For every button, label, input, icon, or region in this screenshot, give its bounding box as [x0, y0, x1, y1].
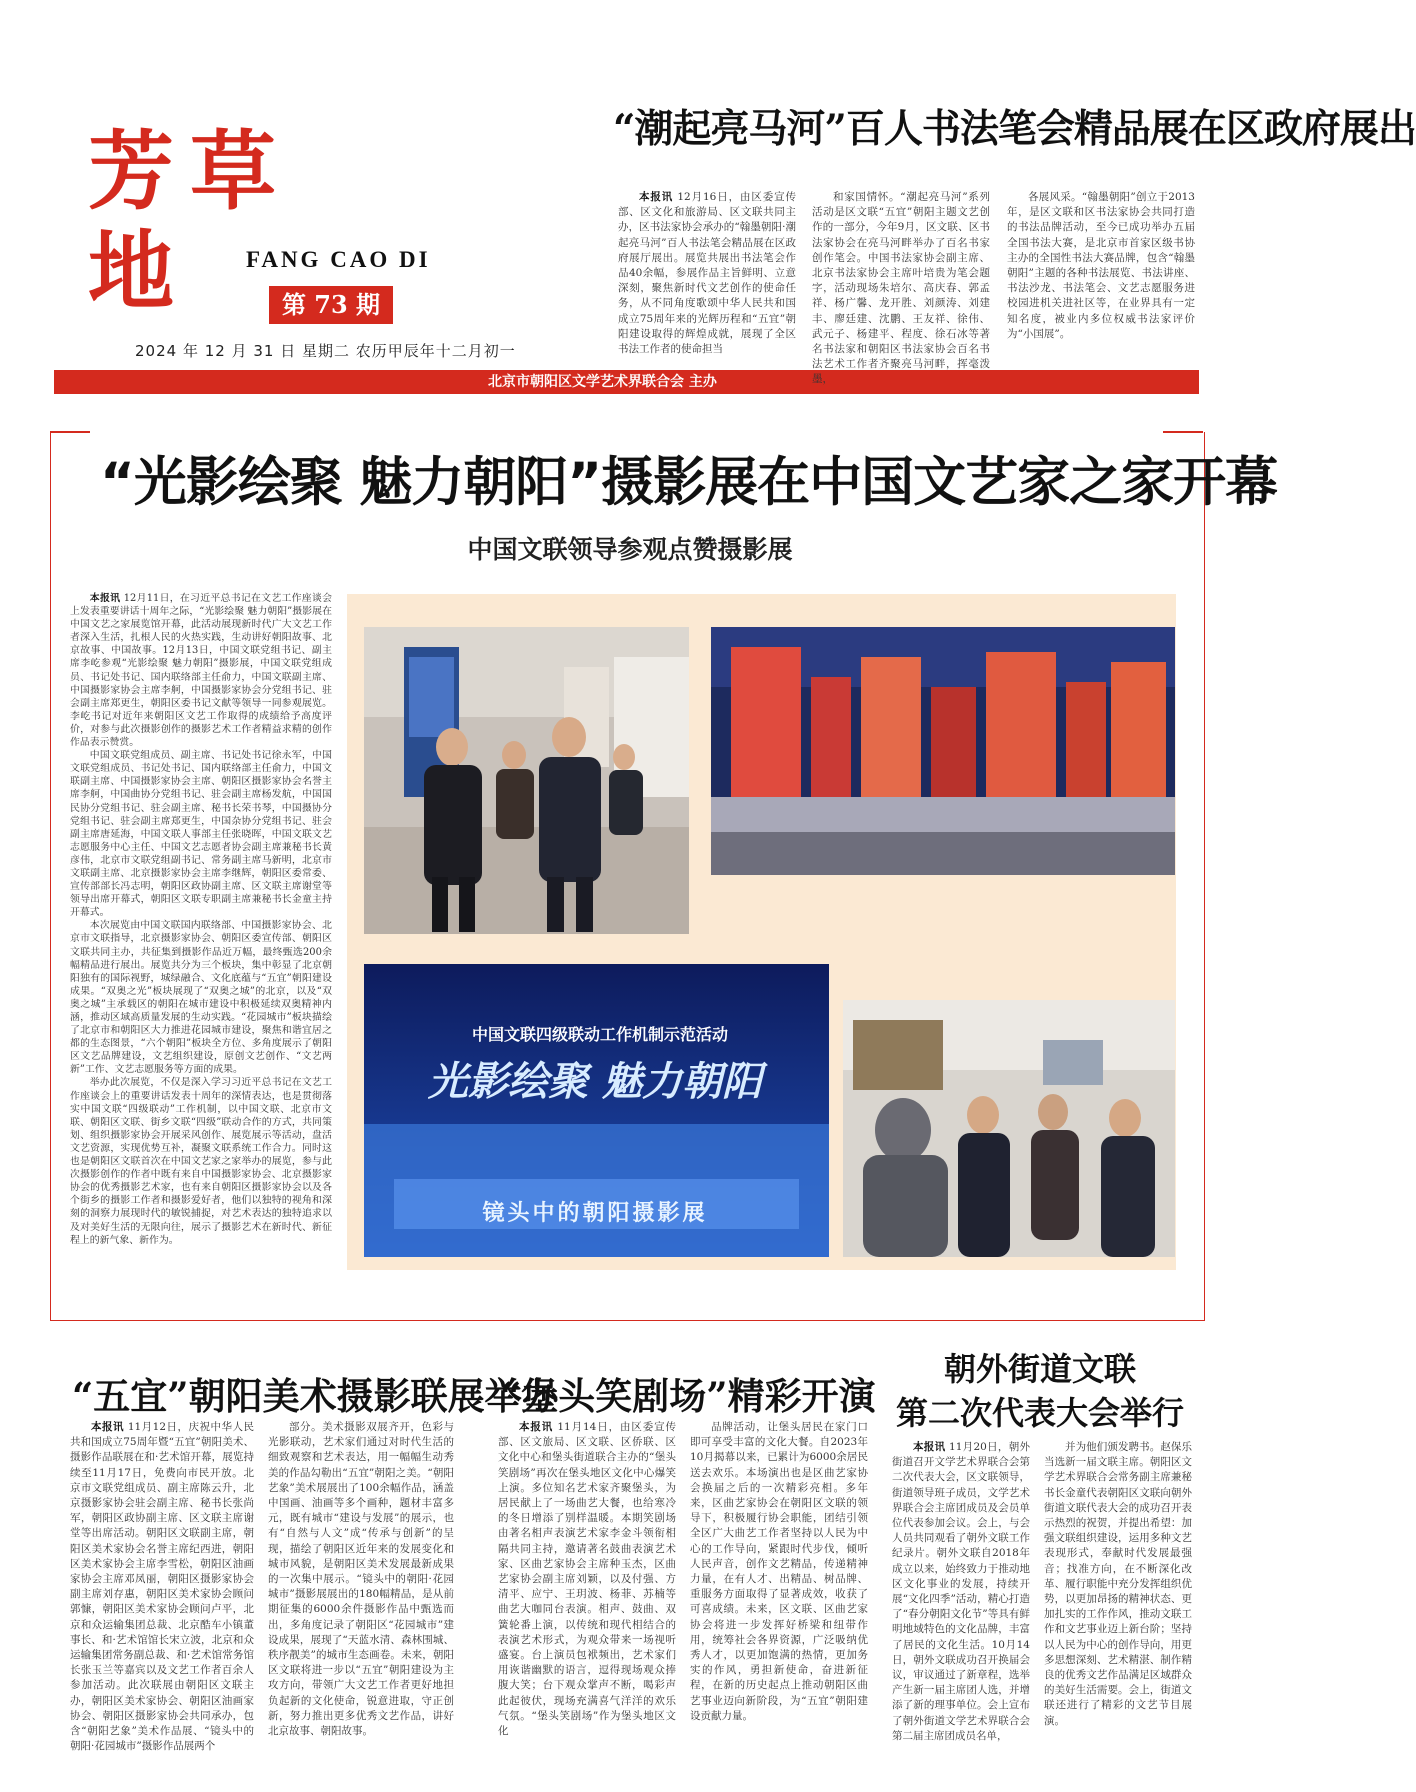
body-text: 部分。美术摄影双展齐开，色彩与光影联动，艺术家们通过对时代生活的细致观察和艺术表达，用一幅幅生动秀美的作品勾勒出“五宜”朝阳之美。“朝阳艺象”美术展展出了100余幅作品，涵盖中国画、油画等多个画种，题材丰富多元，既有城市“建设与发展”的展示，也有“自然与人文”成“传承与创新”的呈现，描绘了朝阳区近年来的发展变化和城市风貌，是朝阳区美术发展最新成果的一次集中展示。“镜头中的朝阳·花园城市”摄影展展出的180幅精品，是从前期征集的6000余件摄影作品中甄选而出，多角度记录了朝阳区“花园城市”建设成果，展现了“天蓝水清、森林围城、秩序靓美”的城市生态画卷。未来，朝阳区文联将进一步以“五宜”朝阳建设为主攻方向，带领广大文艺工作者更好地担负起新的文化使命，锐意进取，守正创新，努力推出更多优秀文艺作品，讲好北京故事、朝阳故事。: [268, 1421, 454, 1738]
body-text: 并为他们颁发聘书。赵保乐当选新一届文联主席。朝阳区文学艺术界联合会常务副主席兼秘书长金童代表朝阳区文联向朝外街道文联代表大会的成功召开表示热烈的祝贺，并提出希望：加强文联组织建设，运用多种文艺表现形式，奉献时代发展最强音；找准方向，在不断深化改革、履行职能中充分发挥组织优势，以更加昂扬的精神状态、更加扎实的工作作风，推动文联工作和文艺事业迈上新台阶；坚持以人民为中心的创作导向，用更多思想深刻、艺术精湛、制作精良的优秀文艺作品满足区域群众的美好生活需要。会上，街道文联还进行了精彩的文艺节目展演。: [1044, 1441, 1192, 1727]
bottom-left-col2: [268, 1420, 454, 1775]
masthead-logo: 芳草地: [88, 121, 292, 322]
bottom-right-headline-2: 第二次代表大会举行: [895, 1394, 1184, 1432]
stage-banner-main: 光影绘聚 魅力朝阳: [428, 1059, 762, 1105]
top-article-headline: “潮起亮马河”百人书法笔会精品展在区政府展出: [613, 106, 1416, 152]
lead-tag: 本报讯: [89, 593, 121, 604]
body-text: 12月16日，由区委宣传部、区文化和旅游局、区文联共同主办，区书法家协会承办的“翰墨朝阳·潮起亮马河”百人书法笔会精品展在区政府展厅展出。展览共展出书法笔会作品40余幅，参展作品主旨鲜明、立意深刻，聚焦新时代文艺创作的使命任务，从不同角度歌颂中华人民共和国成立75周年来的光辉历程和“五宜”朝阳建设取得的辉煌成就，展现了全区书法工作者的使命担当: [618, 191, 796, 356]
bottom-left-headline: “五宜”朝阳美术摄影联展举办: [72, 1374, 559, 1418]
bottom-middle-headline: “堡头笑剧场”精彩开演: [500, 1374, 876, 1418]
top-article-col1: [618, 190, 796, 356]
photo-group-skyline: [711, 627, 1175, 875]
lead-tag: 本报讯: [913, 1441, 946, 1453]
main-article-body: [70, 592, 332, 1304]
body-text: 举办此次展览，不仅是深入学习习近平总书记在文艺工作座谈会上的重要讲话发表十周年的深情表达，也是贯彻落实中国文联“四级联动”工作机制，以中国文联、北京市文联、朝阳区文联、街乡文联“四级”联动合作的方式，共同策划、组织摄影家协会开展采风创作、展览展示等活动，盘活文艺资源，实现优势互补，凝聚文联系统工作合力。同时这也是朝阳区文联首次在中国文艺家之家举办的展览，参与此次摄影创作的作者中既有来自中国摄影家协会、北京摄影家协会的优秀摄影艺术家，也有来自朝阳区摄影家协会以及各个街乡的摄影工作者和摄影爱好者，他们以独特的视角和深刻的洞察力展现时代的敏锐捕捉，对艺术表达的独特追求以及对美好生活的无限向往，展示了摄影艺术在新时代、新征程上的新气象、新作为。: [70, 1077, 332, 1246]
frame-corner: [50, 431, 90, 433]
bottom-middle-col1: [498, 1420, 676, 1775]
body-text: 和家国情怀。“潮起亮马河”系列活动是区文联“五宜”朝阳主题文艺创作的一部分，今年9月，区文联、区书法家协会在亮马河畔举办了百名书家创作笔会。中国书法家协会副主席、北京书法家协会主席叶培贵为笔会题字，活动现场朱培尔、高庆春、郭孟祥、杨广馨、龙开胜、刘颜涛、刘建丰、廖廷建、沈鹏、王友祥、徐伟、武元子、杨建平、程度、徐石冰等著名书法家和朝阳区书法家协会百名书法艺术工作者齐聚亮马河畔，挥毫泼墨，: [812, 191, 990, 386]
masthead-pinyin: FANG CAO DI: [246, 247, 431, 272]
stage-banner-subtitle: 镜头中的朝阳摄影展: [482, 1201, 708, 1226]
bottom-left-col1: [70, 1420, 254, 1775]
body-text: 12月11日，在习近平总书记在文艺工作座谈会上发表重要讲话十周年之际，“光影绘聚 魅力朝阳”摄影展在中国文艺之家展览馆开幕，此活动展现新时代广大文艺工作者深入生活，扎根人民的火热实践，生动讲好朝阳故事、北京故事、中国故事。12月13日，中国文联党组书记、副主席李屹参观“光影绘聚 魅力朝阳”摄影展，中国文联党组成员、书记处书记、国内联络部主任俞力，中国文联副主席、中国摄影家协会主席李舸，中国摄影家协会分党组书记、驻会副主席郑更生，朝阳区委书记文献等领导一同参观展览。李屹书记对近年来朝阳区文艺工作取得的成绩给予高度评价，对参与此次摄影创作的摄影艺术工作者精益求精的创作作品表示赞赏。: [70, 593, 332, 749]
frame-corner: [1163, 431, 1203, 433]
photo-leaders-walking: [364, 627, 689, 934]
body-text: 11月14日，由区委宣传部、区文旅局、区文联、区侨联、区文化中心和堡头街道联合主办的“堡头笑剧场”再次在堡头地区文化中心爆笑上演。多位知名艺术家齐聚堡头，为居民献上了一场曲艺大餐，也给寒冷的冬日增添了别样温暖。本期笑剧场由著名相声表演艺术家李金斗领衔相隔共同主持，邀请著名鼓曲表演艺术家、区曲艺家协会主席种玉杰，区曲艺家协会副主席刘颖，以及付强、方清平、应宁、王玥波、杨菲、苏楠等曲艺大咖同台表演。相声、鼓曲、双簧轮番上演，以传统和现代相结合的表演艺术形式，为观众带来一场视听盛宴。台上演员包袱频出，艺术家们用诙谐幽默的语言，逗得现场观众捧腹大笑；台下观众掌声不断，喝彩声此起彼伏，现场充满喜气洋洋的欢乐气氛。“堡头笑剧场”作为堡头地区文化: [498, 1421, 676, 1738]
dateline: 2024 年 12 月 31 日 星期二 农历甲辰年十二月初一: [135, 342, 516, 360]
lead-tag: 本报讯: [639, 191, 674, 203]
organizer-bar: [54, 370, 1199, 394]
body-text: 中国文联党组成员、副主席、书记处书记徐永军，中国文联党组成员、书记处书记、国内联络部主任俞力，中国文联副主席、中国摄影家协会主席、朝阳区摄影家协会名誉主席李舸，中国曲协分党组书记、驻会副主席杨发航，中国国民协分党组书记、驻会副主席、秘书长荣书琴，中国摄协分党组书记、驻会副主席郑更生，中国杂协分党组书记、驻会副主席唐延海，中国文联人事部主任张晓晖，中国文联文艺志愿服务中心主任、中国文艺志愿者协会副主席兼秘书长黄彦伟，北京市文联党组副书记、常务副主席马新明，北京市文联副主席、北京摄影家协会主席李继辉，朝阳区委常委、宣传部部长冯志明，朝阳区政协副主席、区文联主席谢堂等领导出席开幕式，朝阳区文联专职副主席兼秘书长金童主持开幕式。: [70, 750, 332, 919]
body-text: 品牌活动，让堡头居民在家门口即可享受丰富的文化大餐。自2023年10月揭幕以来，已累计为6000余居民送去欢乐。本场演出也是区曲艺家协会换届之后的一次精彩亮相。多年来，区曲艺家协会在朝阳区文联的领导下，积极履行协会职能，团结引领全区广大曲艺工作者坚持以人民为中心的工作导向，紧跟时代步伐，倾听人民声音，创作文艺精品，传递精神力量，在有人才、出精品、树品牌、重服务方面取得了显著成效，收获了可喜成绩。未来，区文联、区曲艺家协会将进一步发挥好桥梁和纽带作用，统筹社会各界资源，广泛吸纳优秀人才，以更加饱满的热情，更加务实的作风，勇担新使命，奋进新征程，在新的历史起点上推动朝阳区曲艺事业迈向新阶段，为“五宜”朝阳建设贡献力量。: [690, 1421, 868, 1722]
bottom-right-col2: [1044, 1440, 1192, 1775]
bottom-right-headline-1: 朝外街道文联: [943, 1350, 1136, 1388]
bottom-right-col1: [892, 1440, 1030, 1775]
lead-tag: 本报讯: [91, 1421, 124, 1433]
bottom-middle-col2: [690, 1420, 868, 1775]
top-article-col3: [1007, 190, 1195, 340]
main-subheadline: 中国文联领导参观点赞摄影展: [467, 535, 793, 564]
photo-visitors-exhibit: [843, 1000, 1175, 1257]
top-article-col2: [812, 190, 990, 386]
issue-number-badge: 第 73 期: [269, 286, 393, 324]
body-text: 本次展览由中国文联国内联络部、中国摄影家协会、北京市文联指导，北京摄影家协会、朝阳区委宣传部、朝阳区文联共同主办，共征集到摄影作品近万幅，最终甄选200余幅精品进行展出。展览共分为三个板块，集中彰显了北京朝阳独有的国际视野，城绿融合、文化底蕴与“五宜”朝阳建设成果。“双奥之光”板块展现了“双奥之城”的北京，以及“双奥之城”主承载区的朝阳在城市建设中积极延续双奥精神内涵，推动区域高质量发展的生动实践。“花园城市”板块描绘了北京市和朝阳区大力推进花园城市建设，聚焦和谐宜居之都的生态图景，“六个朝阳”板块全方位、多角度展示了朝阳区文艺品牌建设，文艺组织建设，原创文艺创作、“文艺两新”工作、文艺志愿服务等方面的成果。: [70, 920, 332, 1076]
body-text: 11月12日，庆祝中华人民共和国成立75周年暨“五宜”朝阳美术、摄影作品联展在和·艺术馆开幕，展览持续至11月17日，免费向市民开放。北京市文联党组成员、副主席陈云升，北京摄影家协会驻会副主席、秘书长张尚军，朝阳区政协副主席、区文联主席谢堂等出席活动。朝阳区文联副主席，朝阳区美术家协会名誉主席纪西进，朝阳区美术家协会主席李雪松，朝阳区油画家协会主席邓凤丽，朝阳区摄影家协会副主席刘存惠，朝阳区美术家协会顾问郭慷，朝阳区美术家协会顾问卢平，北京和众运输集团总裁、北京酷车小镇董事长、和·艺术馆馆长宋立波，北京和众运输集团常务副总裁、和·艺术馆常务馆长张玉兰等嘉宾以及文艺工作者百余人参加活动。此次联展由朝阳区文联主办，朝阳区美术家协会、朝阳区油画家协会、朝阳区摄影家协会共同承办，包含“朝阳艺象”美术作品展、“镜头中的朝阳·花园城市”摄影作品展两个: [70, 1421, 254, 1753]
lead-tag: 本报讯: [519, 1421, 554, 1433]
body-text: 各展风采。“翰墨朝阳”创立于2013年，是区文联和区书法家协会共同打造的书法品牌活动，至今已成功举办五届全国书法大赛，是北京市首家区级书协主办的全国性书法大赛品牌，包含“翰墨朝阳”主题的各种书法展览、书法讲座、书法沙龙、书法笔会、文艺志愿服务进校园进机关进社区等，在业界具有一定知名度，被业内多位权威书法家评价为“小国展”。: [1007, 191, 1195, 340]
stage-banner-title: 中国文联四级联动工作机制示范活动: [471, 1025, 728, 1044]
organizer-text: 北京市朝阳区文学艺术界联合会 主办: [488, 374, 717, 390]
main-headline: “光影绘聚 魅力朝阳”摄影展在中国文艺家之家开幕: [100, 452, 1278, 513]
body-text: 11月20日，朝外街道召开文学艺术界联合会第二次代表大会，区文联领导，街道领导班子成员，文学艺术界联合会主席团成员及会员单位代表参加会议。会上，与会人员共同观看了朝外文联工作纪录片。朝外文联自2018年成立以来，始终致力于推动地区文化事业的发展，持续开展“文化四季”活动，精心打造了“春分朝阳文化节”等具有鲜明地域特色的文化品牌，丰富了居民的文化生活。10月14日，朝外文联成功召开换届会议，审议通过了新章程，选举产生新一届主席团人选，并增添了新的理事单位。会上宣布了朝外街道文学艺术界联合会第二届主席团成员名单，: [892, 1441, 1031, 1742]
